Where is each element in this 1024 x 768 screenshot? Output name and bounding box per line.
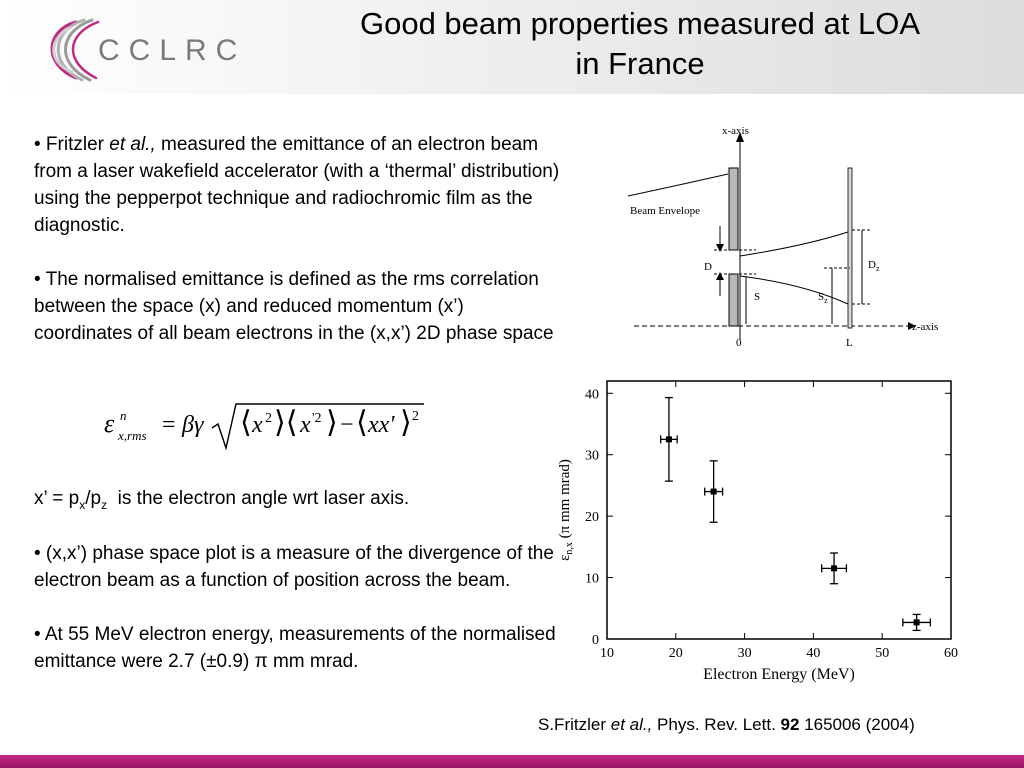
label-Dz: $D_z$ xyxy=(868,259,880,273)
point-marker xyxy=(831,565,837,571)
pepperpot-diagram xyxy=(624,118,954,358)
svg-text:n: n xyxy=(120,408,127,423)
citation-etal: et al., xyxy=(610,715,653,734)
svg-text:⟩: ⟩ xyxy=(326,406,338,439)
mask-upper xyxy=(729,168,738,250)
svg-text:⟨: ⟨ xyxy=(240,406,252,439)
x-tick-label: 50 xyxy=(875,646,890,661)
definition-text: /p xyxy=(85,488,102,509)
slide-header xyxy=(0,0,1024,94)
svg-text:x,rms: x,rms xyxy=(118,428,147,443)
label-zero: 0 xyxy=(736,337,742,349)
bullet-text: • Fritzler xyxy=(34,134,110,155)
bullet-fritzler xyxy=(34,131,564,239)
y-tick-label: 40 xyxy=(585,387,599,403)
svg-text:xx': xx' xyxy=(368,412,395,438)
et-al-italic: et al., xyxy=(109,134,156,155)
svg-text:x: x xyxy=(300,412,311,438)
angle-definition xyxy=(34,485,564,519)
footer-bar xyxy=(0,755,1024,768)
title-line-2: in France xyxy=(575,46,705,81)
screen xyxy=(848,168,852,328)
svg-text:⟨: ⟨ xyxy=(356,406,368,439)
title-line-1: Good beam properties measured at LOA xyxy=(359,6,921,41)
mask-lower xyxy=(729,274,738,326)
bullet-list-top xyxy=(34,131,564,374)
citation-author: S.Fritzler xyxy=(538,715,611,734)
point-marker xyxy=(711,489,717,495)
svg-text:ε: ε xyxy=(104,409,115,438)
svg-text:βγ: βγ xyxy=(182,412,204,438)
svg-text:'2: '2 xyxy=(312,411,322,426)
point-marker xyxy=(914,619,920,625)
z-axis-label: z-axis xyxy=(912,321,939,333)
definition-text: x’ = p xyxy=(34,488,80,509)
data-point-3 xyxy=(822,553,847,584)
data-point-4 xyxy=(903,614,931,630)
bullet-emittance-definition: • The normalised emittance is defined as the rms correlation between the space (x) and reduced momentum (x’) coordinates of all beam electrons in the (x,x’) 2D phase space xyxy=(34,269,554,344)
citation xyxy=(538,715,915,735)
beam-envelope-label: Beam Envelope xyxy=(630,205,700,217)
x-axis-label: x-axis xyxy=(722,125,749,137)
y-axis-label: $\varepsilon_{n,x}$ (π mm mrad) xyxy=(557,459,575,561)
bullet-phase-space: • (x,x’) phase space plot is a measure of the divergence of the electron beam as a function of position across the beam. xyxy=(34,543,554,591)
emittance-formula xyxy=(100,398,430,456)
label-L: L xyxy=(846,337,853,349)
y-tick-label: 0 xyxy=(592,633,599,648)
logo-text: CCLRC xyxy=(98,34,247,67)
x-axis-label: Electron Energy (MeV) xyxy=(703,666,855,683)
x-tick-label: 20 xyxy=(668,646,683,661)
slide-title xyxy=(300,4,980,84)
svg-text:⟩: ⟩ xyxy=(400,406,412,439)
svg-text:−: − xyxy=(340,412,354,438)
bullet-list-bottom xyxy=(34,540,564,702)
bullet-text: measured the emittance of an electron beam from a laser wakefield accelerator (with a ‘thermal’ distribution) using the pepperpot technique and radiochromic film as the diagnostic. xyxy=(34,134,560,236)
svg-text:x: x xyxy=(252,412,263,438)
definition-text: is the electron angle wrt laser axis. xyxy=(107,488,410,509)
emittance-vs-energy-chart xyxy=(545,375,965,690)
label-Sz: $S_z$ xyxy=(818,291,828,305)
data-point-1 xyxy=(661,398,678,482)
x-tick-label: 10 xyxy=(600,646,614,661)
svg-text:=: = xyxy=(162,412,176,438)
citation-volume: 92 xyxy=(780,715,800,734)
svg-text:2: 2 xyxy=(265,411,272,426)
bullet-measurement: • At 55 MeV electron energy, measurements of the normalised emittance were 2.7 (±0.9) π mm mrad. xyxy=(34,624,556,672)
citation-journal: Phys. Rev. Lett. xyxy=(652,715,781,734)
svg-text:⟩⟨: ⟩⟨ xyxy=(274,406,298,439)
point-marker xyxy=(666,436,672,442)
subscript-x: x xyxy=(79,497,86,512)
y-tick-label: 30 xyxy=(585,448,599,464)
x-tick-label: 30 xyxy=(737,646,752,661)
x-tick-label: 40 xyxy=(806,646,821,661)
x-tick-label: 60 xyxy=(944,646,958,661)
citation-rest: 165006 (2004) xyxy=(799,715,915,734)
subscript-z: z xyxy=(101,497,108,512)
y-tick-label: 20 xyxy=(585,510,599,526)
label-S: S xyxy=(754,291,761,303)
label-D: D xyxy=(704,261,712,273)
data-point-2 xyxy=(705,461,723,522)
y-tick-label: 10 xyxy=(585,571,599,587)
svg-text:2: 2 xyxy=(412,409,419,424)
plot-frame xyxy=(607,381,951,639)
